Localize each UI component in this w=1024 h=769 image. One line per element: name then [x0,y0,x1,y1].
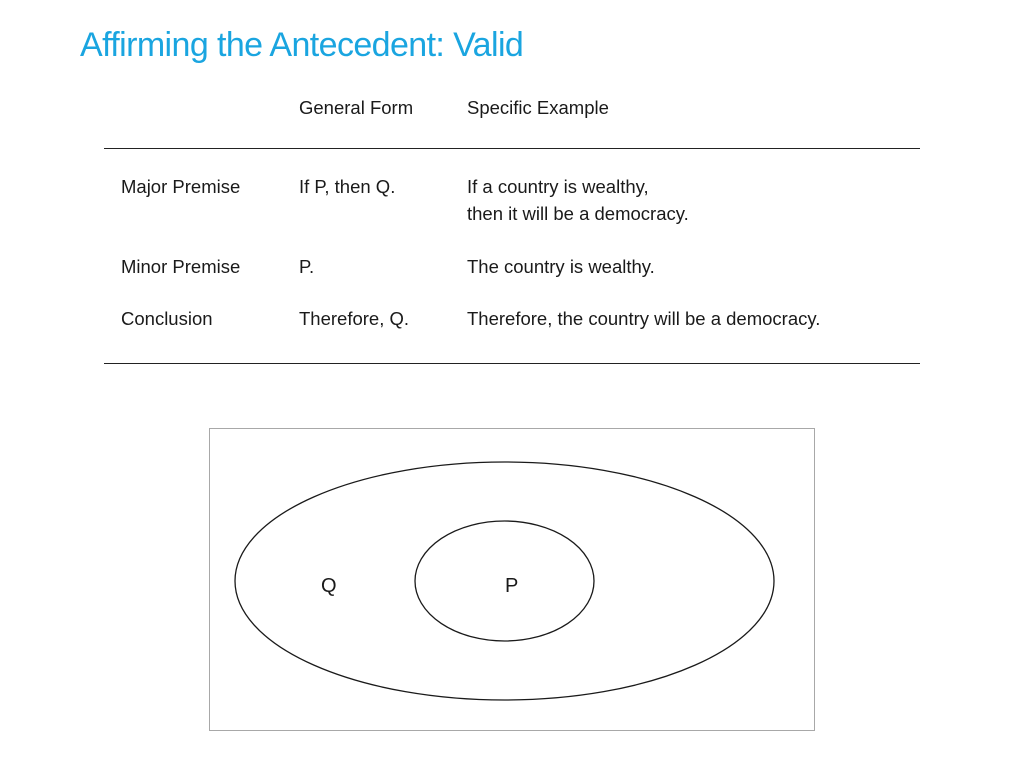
conclusion-example: Therefore, the country will be a democracy. [467,308,821,329]
table-bottom-rule [104,363,920,364]
major-premise-example-line-2: then it will be a democracy. [467,203,689,224]
row-label-minor-premise: Minor Premise [121,256,241,277]
row-label-major-premise: Major Premise [121,176,241,197]
table-top-rule [104,148,920,149]
slide-title: Affirming the Antecedent: Valid [80,26,524,64]
minor-premise-example: The country is wealthy. [467,256,655,277]
minor-premise-general-form: P. [299,256,315,277]
major-premise-general-form: If P, then Q. [299,176,396,197]
conclusion-general-form: Therefore, Q. [299,308,410,329]
column-header-general-form: General Form [299,97,414,118]
major-premise-example-line-1: If a country is wealthy, [467,176,649,197]
venn-diagram-frame [209,428,815,731]
inner-set-label-p: P [505,575,519,597]
major-premise-example [467,173,689,227]
column-header-specific-example: Specific Example [467,97,609,118]
row-label-conclusion: Conclusion [121,308,213,329]
outer-set-label-q: Q [321,575,337,597]
